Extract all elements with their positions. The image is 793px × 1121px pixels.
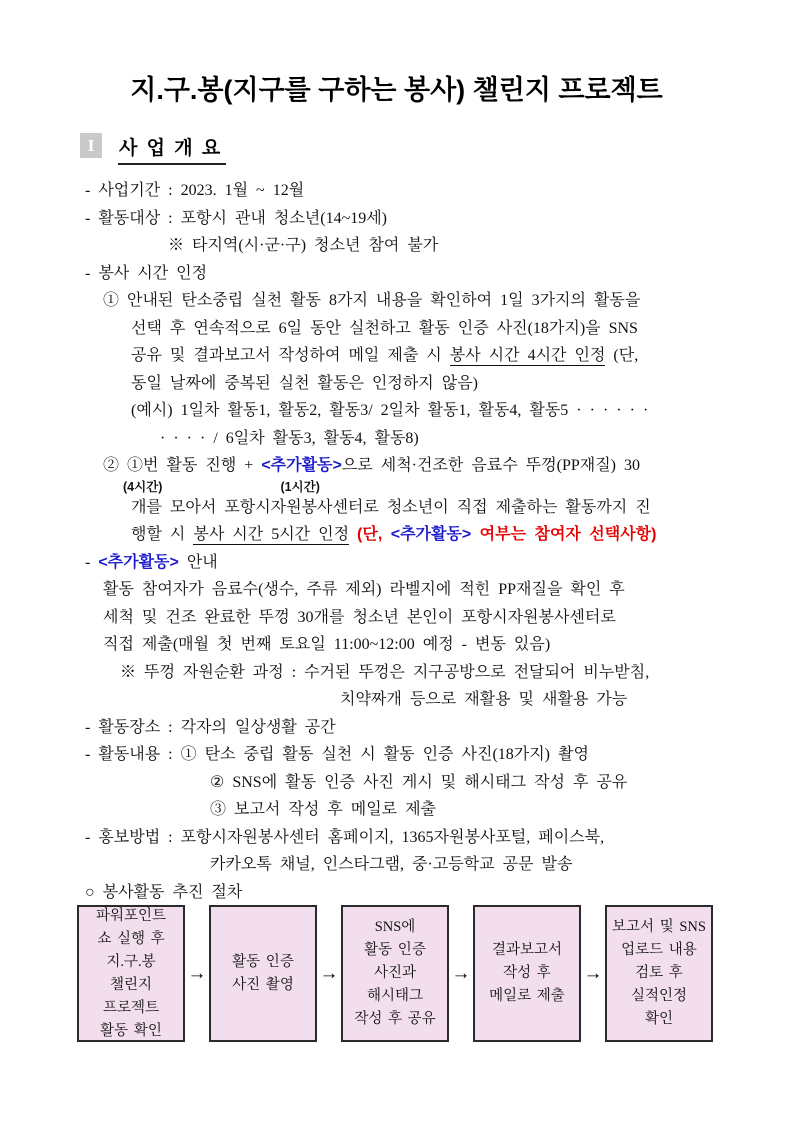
- step-text-line: 챌린지: [109, 976, 153, 993]
- note-other-region-line: [168, 232, 793, 260]
- guide-paragraph-line-2: [103, 604, 793, 632]
- text-segment: 여부는 참여자 선택사항): [471, 526, 657, 543]
- text-segment: 행할 시: [131, 526, 194, 543]
- text-segment: · · · · / 6일차 활동3, 활동4, 활동8): [160, 429, 419, 447]
- text-segment: [349, 526, 357, 543]
- text-segment: ○ 봉사활동 추진 절차: [85, 883, 243, 901]
- procedure-step-4: [473, 905, 581, 1042]
- extra-activity-guide-line: [85, 549, 793, 577]
- text-segment: <추가활동>: [390, 526, 472, 543]
- activity-content-line-3: [210, 796, 793, 824]
- text-segment: - 활동대상 : 포항시 관내 청소년(14~19세): [85, 209, 388, 227]
- step-text-line: 프로젝트: [102, 999, 160, 1016]
- guide-paragraph-line-3: [103, 631, 793, 659]
- activity-content-line-1: [85, 741, 793, 769]
- step-text-line: 파워포인트: [95, 907, 167, 924]
- step-text-line: 작성 후: [503, 965, 551, 981]
- text-segment: 카카오톡 채널, 인스타그램, 중·고등학교 공문 발송: [210, 856, 573, 873]
- text-segment: 으로 세척·건조한 음료수 뚜껑(PP재질) 30: [341, 457, 640, 474]
- procedure-step-1: [77, 905, 185, 1042]
- text-segment: (예시) 1일차 활동1, 활동2, 활동3/ 2일차 활동1, 활동4, 활동5 · · · · · ·: [131, 402, 649, 419]
- text-segment: 세척 및 건조 완료한 뚜껑 30개를 청소년 본인이 포항시자원봉사센터로: [103, 608, 616, 626]
- step-text-line: 쇼 실행 후: [97, 930, 165, 947]
- procedure-step-2: [209, 905, 317, 1042]
- step-text-line: 사진과: [373, 965, 417, 981]
- procedure-flowchart: [77, 905, 713, 1042]
- activity-2-line-2: [131, 494, 793, 522]
- step-text-line: 보고서 및 SNS: [612, 919, 706, 935]
- activity-1-line-1: [103, 287, 793, 315]
- text-segment: ※ 뚜껑 자원순환 과정 : 수거된 뚜껑은 지구공방으로 전달되어 비누받침,: [120, 663, 650, 681]
- section-header: [80, 133, 226, 161]
- text-segment: ① 안내된 탄소중립 실천 활동 8가지 내용을 확인하여 1일 3가지의 활동을: [103, 292, 641, 309]
- activity-content-line-2: [210, 769, 793, 797]
- right-arrow-icon: →: [187, 962, 207, 984]
- step-text-line: 작성 후 공유: [354, 1011, 436, 1027]
- step-text-line: 활동 확인: [100, 1022, 162, 1039]
- step-text-line: 메일로 제출: [489, 988, 565, 1004]
- activity-1-line-4: [131, 370, 793, 398]
- cap-recycling-note-line-2: [340, 686, 793, 714]
- text-segment: (1시간): [280, 479, 320, 494]
- step-text-line: 해시태그: [366, 988, 424, 1004]
- step-text-line: 결과보고서: [491, 942, 563, 958]
- procedure-step-5: [605, 905, 713, 1042]
- example-line-2: [160, 425, 793, 453]
- text-segment: ③ 보고서 작성 후 메일로 제출: [210, 801, 437, 818]
- step-text-line: 검토 후: [635, 965, 683, 981]
- step-text-line: 활동 인증: [232, 953, 294, 970]
- text-segment: 안내: [178, 553, 218, 571]
- text-segment: 직접 제출(매월 첫 번째 토요일 11:00~12:00 예정 - 변동 있음): [103, 636, 551, 653]
- text-segment: -: [85, 553, 99, 571]
- right-arrow-icon: →: [451, 962, 471, 984]
- text-segment: ② SNS에 활동 인증 사진 게시 및 해시태그 작성 후 공유: [210, 773, 628, 791]
- right-arrow-icon: →: [583, 962, 603, 984]
- text-segment: 공유 및 결과보고서 작성하여 메일 제출 시: [131, 347, 450, 364]
- right-arrow-icon: →: [319, 962, 339, 984]
- text-segment: 선택 후 연속적으로 6일 동안 실천하고 활동 인증 사진(18가지)을 SNS: [131, 319, 638, 337]
- activity-1-line-2: [131, 315, 793, 343]
- text-segment: 치약짜개 등으로 재활용 및 새활용 가능: [340, 691, 628, 708]
- text-segment: ② ①번 활동 진행 +: [103, 457, 262, 474]
- activity-place-line: [85, 714, 793, 742]
- text-segment: 봉사 시간 4시간 인정: [449, 347, 606, 364]
- procedure-heading-line: [85, 879, 793, 907]
- project-period-line: [85, 177, 793, 205]
- text-segment: <추가활동>: [98, 553, 179, 571]
- promotion-line-2: [210, 851, 793, 879]
- text-segment: 동일 날짜에 중복된 실천 활동은 인정하지 않음): [131, 374, 478, 392]
- procedure-step-3: [341, 905, 449, 1042]
- text-segment: 활동 참여자가 음료수(생수, 주류 제외) 라벨지에 적힌 PP재질을 확인 후: [103, 581, 625, 598]
- target-line: [85, 205, 793, 233]
- volunteer-hours-line: [85, 260, 793, 288]
- activity-1-line-3: [131, 342, 793, 370]
- text-segment: 봉사 시간 5시간 인정: [193, 526, 350, 543]
- section-title: 사 업 개 요: [118, 133, 226, 165]
- promotion-line-1: [85, 824, 793, 852]
- text-segment: - 홍보방법 : 포항시자원봉사센터 홈페이지, 1365자원봉사포털, 페이스북,: [85, 828, 605, 846]
- step-text-line: 업로드 내용: [621, 942, 697, 958]
- page-title: 지.구.봉(지구를 구하는 봉사) 챌린지 프로젝트: [130, 75, 663, 105]
- step-text-line: 지.구.봉: [106, 953, 156, 970]
- step-text-line: 활동 인증: [364, 942, 426, 958]
- activity-2-line-3: [131, 521, 793, 549]
- text-segment: - 사업기간 : 2023. 1월 ~ 12월: [85, 182, 305, 199]
- body-lines: [0, 177, 793, 906]
- text-segment: <추가활동>: [261, 457, 342, 474]
- step-text-line: 확인: [644, 1011, 673, 1027]
- text-segment: (4시간): [123, 479, 163, 494]
- guide-paragraph-line-1: [103, 576, 793, 604]
- activity-2-line-1: [103, 452, 793, 480]
- section-numeral-box: I: [80, 133, 102, 158]
- step-text-line: 실적인정: [630, 988, 688, 1004]
- hours-annotation-line: [85, 480, 793, 494]
- example-line-1: [131, 397, 793, 425]
- text-segment: - 활동장소 : 각자의 일상생활 공간: [85, 718, 336, 736]
- cap-recycling-note-line-1: [120, 659, 793, 687]
- text-segment: (단,: [605, 347, 639, 364]
- text-segment: - 봉사 시간 인정: [85, 264, 208, 282]
- text-segment: ※ 타지역(시·군·구) 청소년 참여 불가: [168, 237, 439, 254]
- step-text-line: 사진 촬영: [232, 976, 294, 993]
- step-text-line: SNS에: [374, 919, 416, 935]
- text-segment: (단,: [357, 526, 391, 543]
- text-segment: - 활동내용 : ① 탄소 중립 활동 실천 시 활동 인증 사진(18가지) 촬영: [85, 746, 589, 763]
- text-segment: 개를 모아서 포항시자원봉사센터로 청소년이 직접 제출하는 활동까지 진: [131, 498, 651, 516]
